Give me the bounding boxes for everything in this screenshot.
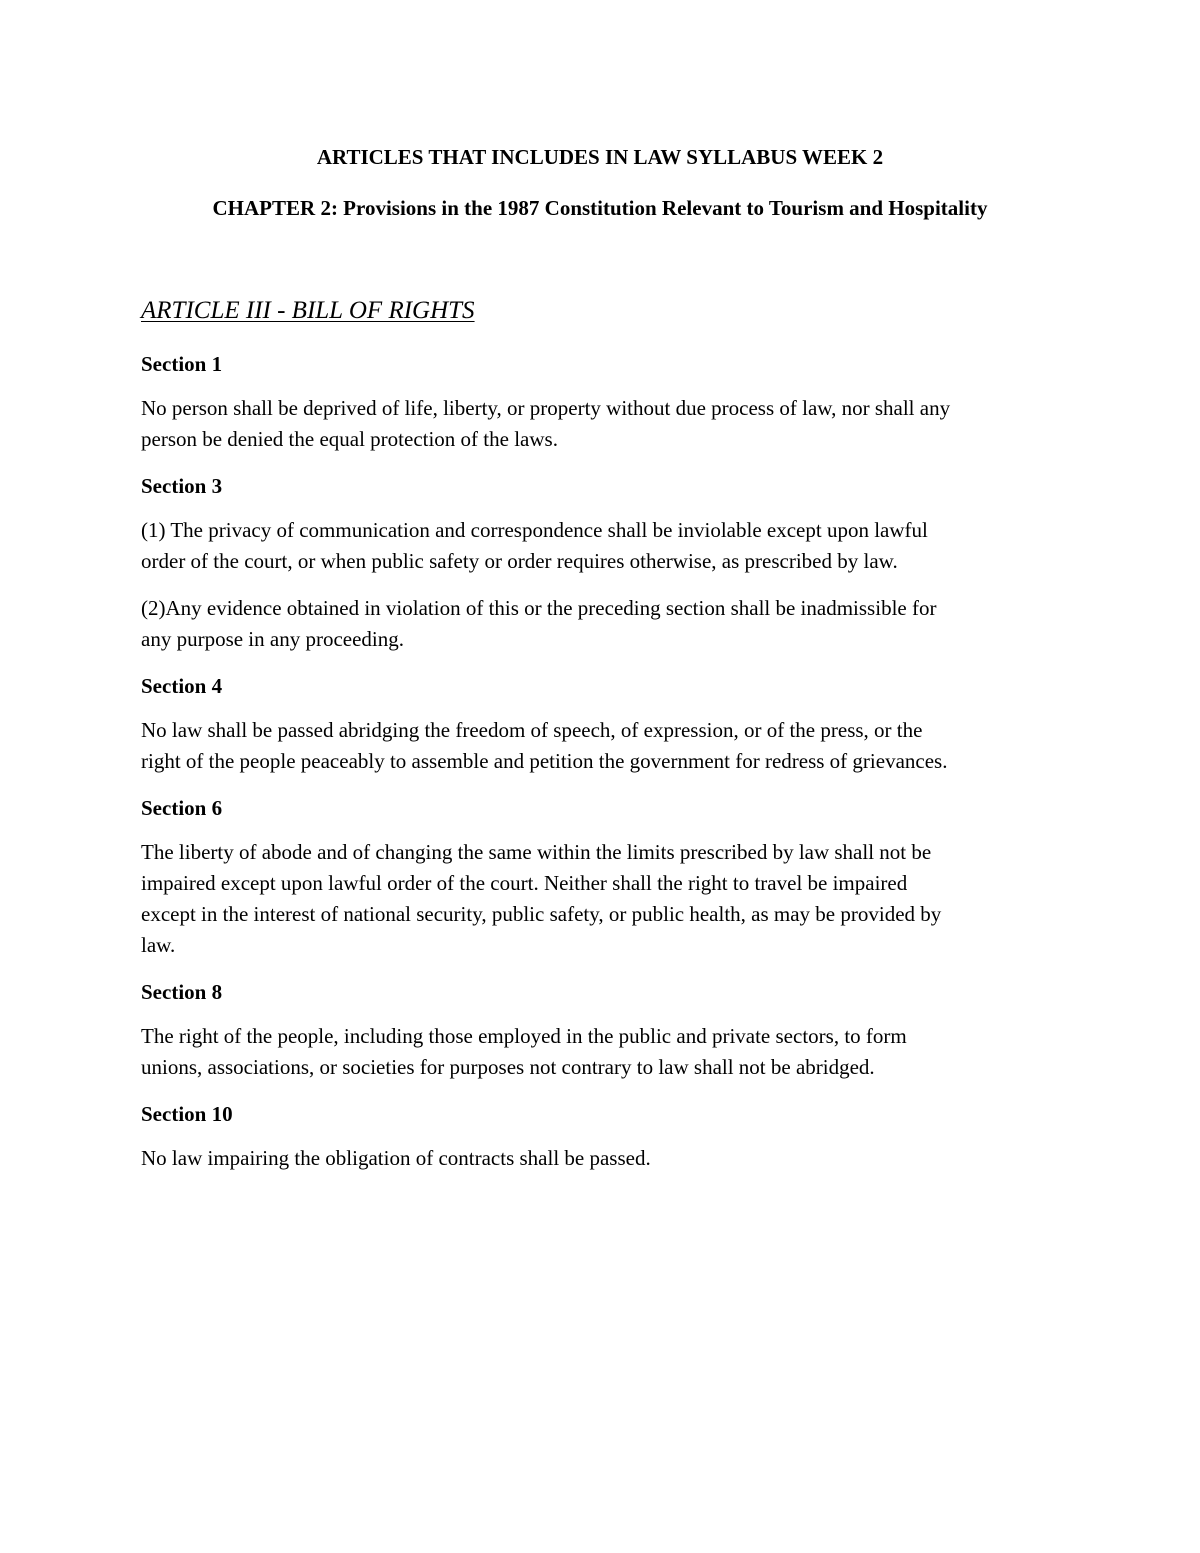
- paragraph-line: (1) The privacy of communication and correspondence shall be inviolable except upon lawful: [141, 518, 928, 542]
- paragraph-line: right of the people peaceably to assemble and petition the government for redress of grievances.: [141, 749, 948, 773]
- paragraph-line: (2)Any evidence obtained in violation of this or the preceding section shall be inadmissible for: [141, 596, 937, 620]
- paragraph-line: impaired except upon lawful order of the court. Neither shall the right to travel be impaired: [141, 871, 908, 895]
- section-heading: Section 8: [141, 980, 223, 1004]
- section-paragraph: [141, 715, 1061, 777]
- section-paragraph: [141, 1143, 1061, 1174]
- paragraph-line: unions, associations, or societies for purposes not contrary to law shall not be abridged.: [141, 1055, 875, 1079]
- section-heading: Section 3: [141, 474, 223, 498]
- section-paragraph: [141, 837, 1061, 961]
- section-paragraph: [141, 393, 1061, 455]
- section-heading: Section 6: [141, 796, 223, 820]
- paragraph-line: person be denied the equal protection of the laws.: [141, 427, 558, 451]
- sections-container: [141, 350, 1061, 1174]
- paragraph-line: except in the interest of national security, public safety, or public health, as may be provided by: [141, 902, 942, 926]
- paragraph-line: No person shall be deprived of life, liberty, or property without due process of law, nor shall any: [141, 396, 951, 420]
- paragraph-line: The right of the people, including those employed in the public and private sectors, to form: [141, 1024, 907, 1048]
- paragraph-line: The liberty of abode and of changing the same within the limits prescribed by law shall not be: [141, 840, 932, 864]
- section-heading: Section 1: [141, 352, 223, 376]
- paragraph-line: any purpose in any proceeding.: [141, 627, 405, 651]
- document-title: ARTICLES THAT INCLUDES IN LAW SYLLABUS WEEK 2: [316, 145, 884, 169]
- section-heading: Section 4: [141, 674, 223, 698]
- chapter-subtitle: CHAPTER 2: Provisions in the 1987 Constitution Relevant to Tourism and Hospitality: [212, 196, 988, 220]
- section-heading: Section 10: [141, 1102, 233, 1126]
- article-heading: ARTICLE III - BILL OF RIGHTS: [141, 297, 475, 324]
- section-paragraph: [141, 593, 1061, 655]
- paragraph-line: law.: [141, 933, 176, 957]
- paragraph-line: order of the court, or when public safety or order requires otherwise, as prescribed by law.: [141, 549, 898, 573]
- paragraph-line: No law impairing the obligation of contracts shall be passed.: [141, 1146, 651, 1170]
- section-paragraph: [141, 1021, 1061, 1083]
- section-paragraph: [141, 515, 1061, 577]
- paragraph-line: No law shall be passed abridging the freedom of speech, of expression, or of the press, or the: [141, 718, 923, 742]
